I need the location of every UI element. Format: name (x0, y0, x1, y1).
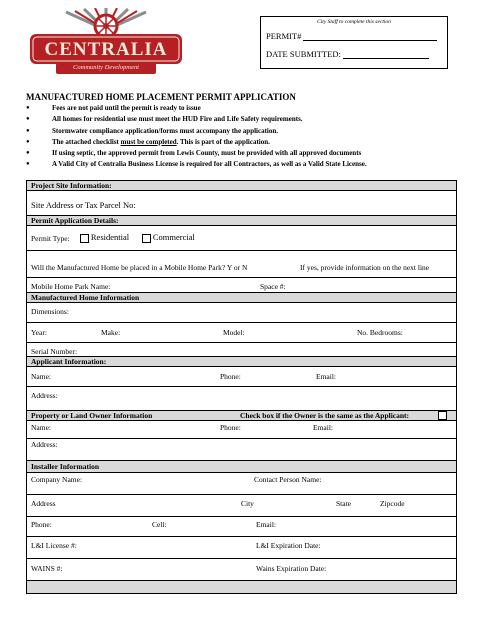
list-item: ● Fees are not paid until the permit is ready to issue (26, 103, 367, 114)
zipcode-label: Zipcode (380, 499, 405, 508)
installer-cell-label: Cell: (152, 520, 167, 529)
installer-phone-label: Phone: (31, 520, 52, 529)
dimensions-label: Dimensions: (31, 307, 69, 316)
dimensions-row[interactable] (27, 303, 456, 323)
staff-note: City Staff to complete this section (317, 19, 391, 25)
form-footer-bar (27, 581, 456, 593)
staff-use-box (260, 16, 448, 69)
list-item: ● The attached checklist must be completed. This is part of the application. (26, 137, 367, 148)
section-permit-details: Permit Application Details: (27, 216, 456, 226)
date-submitted-label: DATE SUBMITTED: (266, 49, 341, 59)
owner-same-label: Check box if the Owner is the same as the Applicant: (240, 411, 410, 420)
owner-same-checkbox[interactable] (438, 411, 447, 420)
li-expiration-label: L&I Expiration Date: (256, 541, 321, 550)
park-question-label: Will the Manufactured Home be placed in a Mobile Home Park? Y or N (31, 263, 248, 272)
wains-row[interactable] (27, 559, 456, 581)
permit-type-label: Permit Type: (31, 234, 70, 243)
site-address-label: Site Address or Tax Parcel No: (31, 200, 136, 210)
li-license-row[interactable] (27, 537, 456, 559)
park-name-row[interactable] (27, 278, 456, 293)
site-address-row[interactable] (27, 191, 456, 216)
section-installer: Installer Information (27, 461, 456, 473)
logo-tagline: Community Development (73, 64, 139, 71)
section-owner: Property or Land Owner Information Check box if the Owner is the same as the Applicant: (27, 411, 456, 421)
year-label: Year: (31, 328, 47, 337)
section-mh-info: Manufactured Home Information (27, 293, 456, 303)
permit-number-row (266, 31, 437, 41)
list-item: ● If using septic, the approved permit from Lewis County, must be provided with all approved documents (26, 148, 367, 159)
permit-number-field[interactable] (303, 32, 437, 41)
residential-checkbox[interactable] (80, 234, 89, 243)
page-title: MANUFACTURED HOME PLACEMENT PERMIT APPLICATION (26, 92, 296, 102)
application-form (26, 180, 457, 594)
owner-address-label: Address: (31, 440, 58, 449)
installer-phone-row[interactable] (27, 517, 456, 537)
residential-option[interactable]: Residential (80, 232, 129, 243)
section-project-site: Project Site Information: (27, 181, 456, 191)
date-submitted-field[interactable] (343, 50, 429, 59)
installer-email-label: Email: (256, 520, 276, 529)
contact-person-label: Contact Person Name: (254, 475, 322, 484)
park-question-row[interactable] (27, 251, 456, 278)
home-details-row[interactable] (27, 323, 456, 343)
wains-label: WAINS #: (31, 564, 63, 573)
owner-name-label: Name: (31, 423, 51, 432)
company-name-label: Company Name: (31, 475, 83, 484)
applicant-address-row[interactable] (27, 387, 456, 411)
commercial-checkbox[interactable] (142, 234, 151, 243)
model-label: Model: (223, 328, 245, 337)
centralia-logo (26, 8, 186, 78)
bedrooms-label: No. Bedrooms: (357, 328, 403, 337)
date-submitted-row (266, 49, 429, 59)
requirements-list (26, 103, 367, 171)
applicant-name-row[interactable] (27, 367, 456, 387)
installer-address-row[interactable] (27, 495, 456, 517)
permit-type-row (27, 226, 456, 251)
applicant-address-label: Address: (31, 391, 58, 400)
park-name-label: Mobile Home Park Name: (31, 282, 111, 291)
space-label: Space #: (260, 282, 286, 291)
wains-expiration-label: Wains Expiration Date: (256, 564, 327, 573)
list-item: ● A Valid City of Centralia Business License is required for all Contractors, as well as a Valid State License. (26, 159, 367, 170)
logo-wordmark: CENTRALIA (44, 39, 168, 60)
applicant-name-label: Name: (31, 372, 51, 381)
commercial-option[interactable]: Commercial (142, 232, 195, 243)
serial-row[interactable] (27, 343, 456, 357)
owner-name-row[interactable] (27, 421, 456, 439)
section-applicant: Applicant Information: (27, 357, 456, 367)
permit-number-label: PERMIT# (266, 31, 302, 41)
list-item: ● All homes for residential use must meet the HUD Fire and Life Safety requirements. (26, 114, 367, 125)
owner-phone-label: Phone: (220, 423, 241, 432)
park-followup-note: If yes, provide information on the next line (300, 263, 430, 272)
li-license-label: L&I License #: (31, 541, 77, 550)
owner-email-label: Email: (313, 423, 333, 432)
make-label: Make: (101, 328, 121, 337)
city-label: City (241, 499, 254, 508)
installer-company-row[interactable] (27, 473, 456, 495)
serial-label: Serial Number: (31, 347, 78, 356)
list-item: ● Stormwater compliance application/forms must accompany the application. (26, 126, 367, 137)
installer-address-label: Address (31, 499, 56, 508)
owner-address-row[interactable] (27, 439, 456, 461)
state-label: State (336, 499, 351, 508)
applicant-email-label: Email: (316, 372, 336, 381)
applicant-phone-label: Phone: (220, 372, 241, 381)
